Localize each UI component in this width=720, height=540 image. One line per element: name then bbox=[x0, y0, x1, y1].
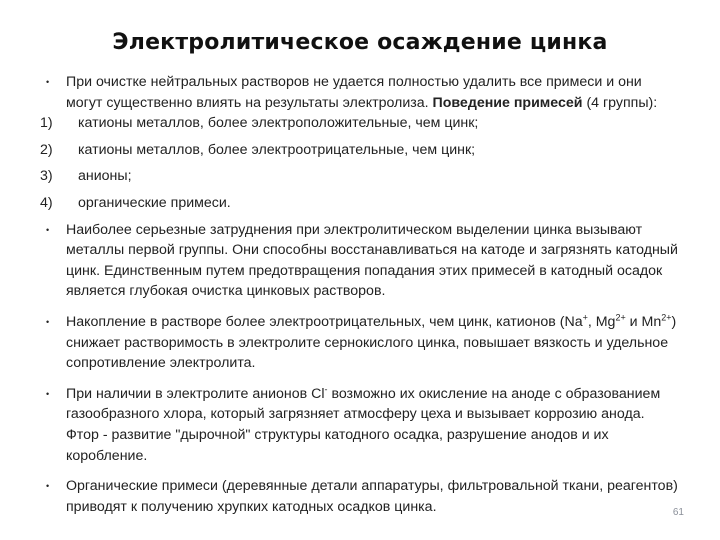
bullet-icon: • bbox=[46, 388, 50, 399]
p2-c: и Mn bbox=[625, 313, 662, 330]
group-number: 1) bbox=[40, 115, 53, 132]
p2-d: ) снижает растворимость в электролите сернокислого цинка, повышает вязкость и удельное сопротивление электролита. bbox=[66, 313, 677, 372]
p2-a: Накопление в растворе более электроотрицательных, чем цинк, катионов (Na bbox=[66, 313, 583, 330]
p3-b: возможно их окисление на аноде с образованием газообразного хлора, который загрязняет атмосферу цеха и вызывает коррозию анода. Фтор - развитие "дырочной" структуры катодного осадка, разрушение анодов и их коробление. bbox=[66, 385, 661, 464]
bullet-paragraph-1 bbox=[40, 220, 680, 302]
bullet-icon: • bbox=[46, 224, 50, 235]
group-item-3 bbox=[40, 166, 680, 187]
paragraph-text: Наиболее серьезные затруднения при электролитическом выделении цинка вызывают металлы первой группы. Они способны восстанавливаться на катоде и загрязнять катодный цинк. Единственным путем предотвращения попадания этих примесей в катодный осадок является глубокая очистка цинковых растворов. bbox=[66, 221, 678, 300]
slide-body bbox=[40, 72, 680, 517]
bullet-paragraph-3 bbox=[40, 384, 680, 466]
p2-sup3: 2+ bbox=[661, 312, 672, 323]
bullet-paragraph-2 bbox=[40, 312, 680, 374]
bullet-icon: • bbox=[46, 481, 50, 492]
group-text: катионы металлов, более электроположительные, чем цинк; bbox=[78, 115, 479, 132]
paragraph-text: Органические примеси (деревянные детали аппаратуры, фильтровальной ткани, реагентов) приводят к получению хрупких катодных осадков цинка. bbox=[66, 478, 678, 515]
p3-sup: - bbox=[324, 383, 328, 394]
intro-tail: (4 группы): bbox=[582, 94, 658, 111]
group-text: органические примеси. bbox=[78, 194, 231, 211]
page-number: 61 bbox=[672, 507, 684, 518]
group-number: 3) bbox=[40, 168, 53, 185]
p2-sup2: 2+ bbox=[615, 312, 626, 323]
group-number: 2) bbox=[40, 141, 53, 158]
group-item-4 bbox=[40, 193, 680, 214]
group-text: анионы; bbox=[78, 168, 132, 185]
intro-bold: Поведение примесей bbox=[432, 94, 583, 111]
group-item-1 bbox=[40, 113, 680, 134]
group-item-2 bbox=[40, 140, 680, 161]
bullet-icon: • bbox=[46, 316, 50, 327]
bullet-icon: • bbox=[46, 77, 50, 87]
p2-b: , Mg bbox=[587, 313, 616, 330]
intro-text: При очистке нейтральных растворов не удается полностью удалить все примеси и они могут существенно влиять на результаты электролиза. bbox=[66, 74, 642, 111]
group-number: 4) bbox=[40, 194, 53, 211]
p3-a: При наличии в электролите анионов Cl bbox=[66, 385, 325, 402]
group-text: катионы металлов, более электроотрицательные, чем цинк; bbox=[78, 141, 476, 158]
slide-title: Электролитическое осаждение цинка bbox=[112, 30, 608, 55]
bullet-paragraph-4 bbox=[40, 476, 680, 517]
p2-sup1: + bbox=[582, 312, 588, 323]
bullet-intro bbox=[40, 72, 680, 113]
